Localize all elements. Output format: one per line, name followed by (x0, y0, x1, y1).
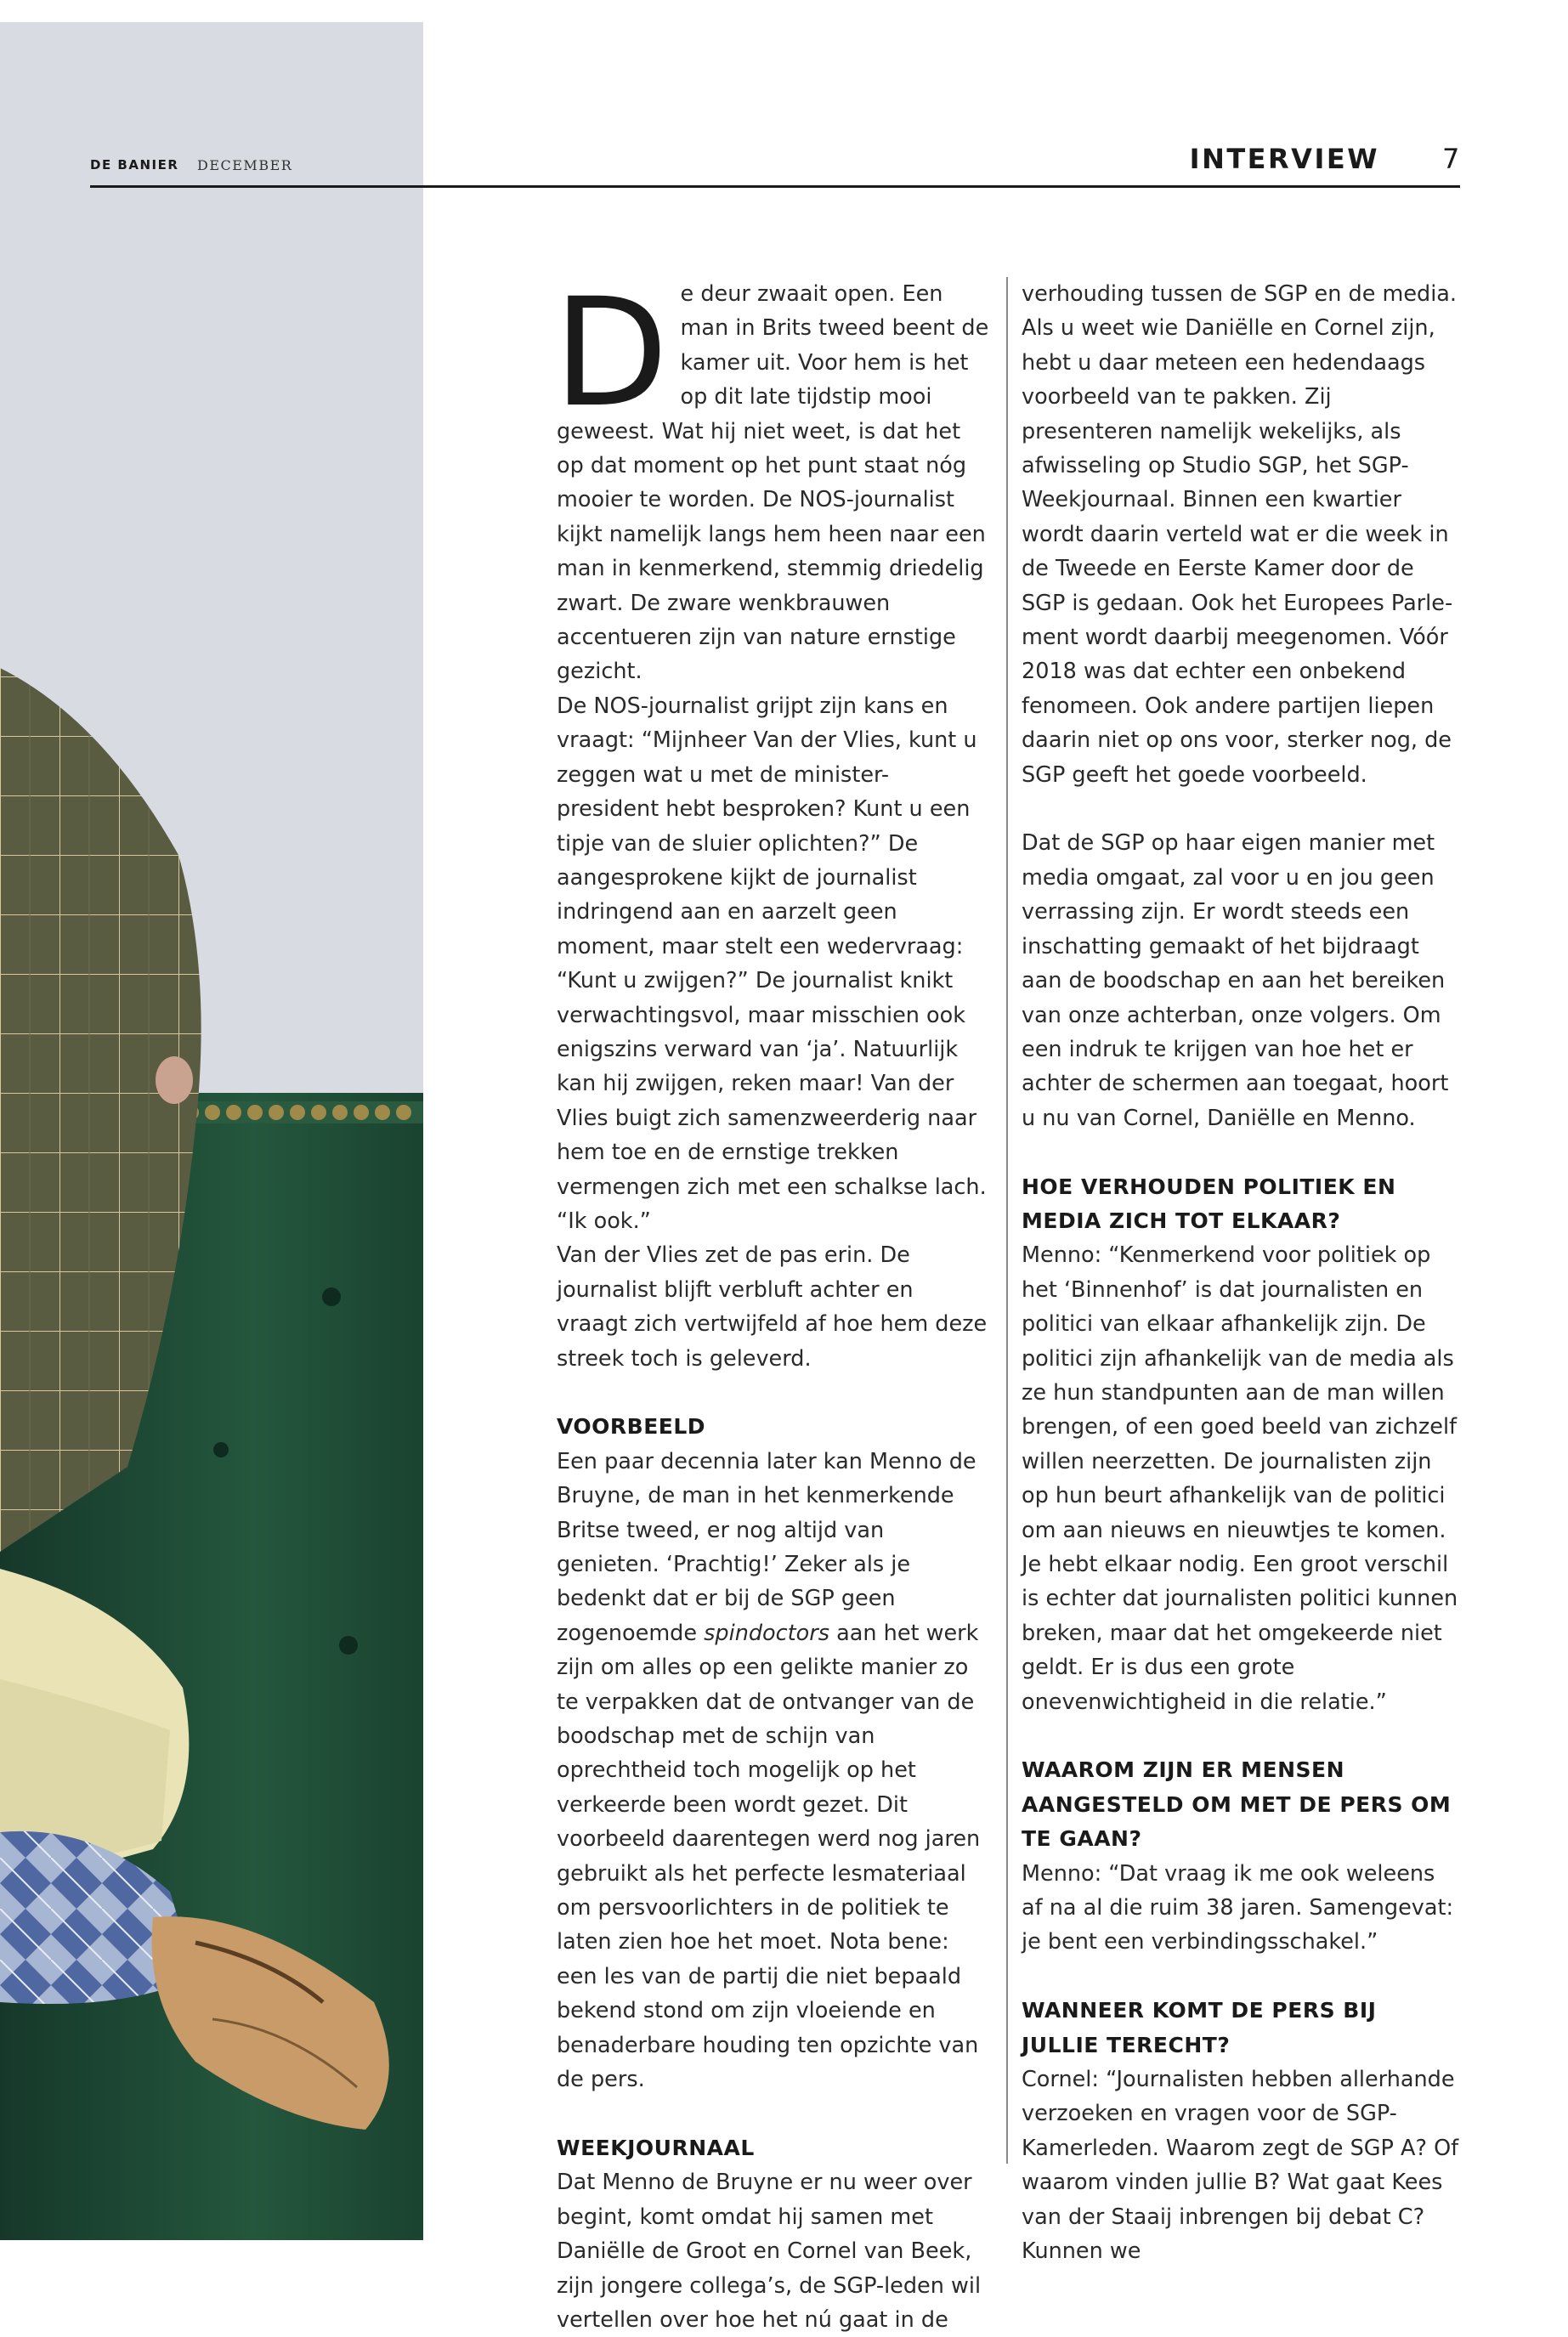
paragraph-gap (557, 2097, 990, 2131)
intro-text: e deur zwaait open. Een man in Brits tweed beent de kamer uit. Voor hem is het op dit late tijdstip mooi geweest. Wat hij niet weet, is dat het op dat moment op het punt staat nóg mooier te worden. De NOS-journalist kijkt namelijk langs hem heen naar een man in kenmerkend, stemmig driedelig zwart. De zware wenkbrauwen accentueren zijn van nature ernstige gezicht. (557, 281, 989, 685)
header-rule (90, 185, 1460, 188)
article-column-2 (1022, 277, 1460, 2269)
subheading-weekjournaal: WEEKJOURNAAL (557, 2135, 755, 2160)
paragraph: Van der Vlies zet de pas erin. De journalist blijft verbluft achter en vraagt zich vertwijfeld af hoe hem deze streek toch is geleverd. (557, 1242, 988, 1372)
question-heading: WAAROM ZIJN ER MENSEN AANGESTELD OM MET DE PERS OM TE GAAN? (1022, 1757, 1452, 1852)
issue-month: DECEMBER (197, 157, 293, 173)
paragraph: Dat Menno de Bruyne er nu weer over begint, komt omdat hij samen met Daniëlle de Groot en Cornel van Beek, zijn jongere collega’s, de SGP-leden wil vertellen over hoe het nú gaat in de (557, 2170, 982, 2333)
question-heading: WANNEER KOMT DE PERS BIJ JULLIE TERECHT? (1022, 1998, 1377, 2057)
paragraph-gap (1022, 1135, 1460, 1169)
magazine-name: DE BANIER (90, 157, 179, 173)
paragraph-gap (1022, 1719, 1460, 1753)
section-title: INTERVIEW (1189, 143, 1379, 175)
paragraph-gap (1022, 792, 1460, 826)
answer-paragraph: Menno: “Kenmerkend voor politiek op het ‘Binnenhof’ is dat journalisten en politici van elkaar afhankelijk zijn. De politici zijn afhankelijk van de media als ze hun standpunten aan de man willen brengen, of een goed beeld van zichzelf willen neerzetten. De journalisten zijn op hun beurt afhankelijk van de politici om aan nieuws en nieuwtjes te komen. Je hebt elkaar nodig. Een groot verschil is echter dat journalisten politici kunnen breken, maar dat het omgekeerde niet geldt. Er is dus een grote onevenwichtigheid in die relatie.” (1022, 1242, 1458, 1715)
paragraph-gap (1022, 1960, 1460, 1994)
paragraph-text: aan het werk zijn om alles op een gelikte manier zo te verpakken dat de ontvanger van de boodschap met de schijn van oprechtheid toch mogelijk op het verkeerde been wordt gezet. Dit voorbeeld daarentegen werd nog jaren gebruikt als het perfecte lesmateriaal om persvoorlichters in de politiek te laten zien hoe het moet. Nota bene: een les van de partij die niet bepaald bekend stond om zijn vloeiende en benaderbare houding ten opzichte van de pers. (557, 1620, 981, 2093)
paragraph: De NOS-journalist grijpt zijn kans en vraagt: “Mijnheer Van der Vlies, kunt u zeggen wat u met de minister-president hebt besproken? Kunt u een tipje van de sluier oplichten?” De aangesprokene kijkt de journalist indringend aan en aarzelt geen moment, maar stelt een wedervraag: “Kunt u zwijgen?” De journalist knikt verwachtingsvol, maar misschien ook enigszins verward van ‘ja’. Natuurlijk kan hij zwijgen, reken maar! Van der Vlies buigt zich samenzweerderig naar hem toe en de ernstige trekken vermengen zich met een schalkse lach. “Ik ook.” (557, 693, 987, 1234)
page-number: 7 (1442, 143, 1460, 175)
answer-paragraph: Menno: “Dat vraag ik me ook weleens af na al die ruim 38 jaren. Samengevat: je bent een verbindingsschakel.” (1022, 1860, 1454, 1955)
subheading-voorbeeld: VOORBEELD (557, 1414, 706, 1440)
answer-paragraph: Cornel: “Journalisten hebben allerhande verzoeken en vragen voor de SGP-Kamerleden. Waarom zegt de SGP A? Of waarom vinden jullie B? Wat gaat Kees van der Staaij inbrengen bij debat C? Kunnen we (1022, 2067, 1459, 2265)
paragraph (557, 1445, 990, 2097)
paragraph-gap (557, 1376, 990, 1410)
article-photo (0, 22, 423, 2240)
question-heading: HOE VERHOUDEN POLITIEK EN MEDIA ZICH TOT ELKAAR? (1022, 1174, 1396, 1233)
photo-illustration (0, 22, 423, 2240)
paragraph-text: Een paar decennia later kan Menno de Bruyne, de man in het kenmerkende Britse tweed, er nog altijd van genieten. ‘Prachtig!’ Zeker als je bedenkt dat er bij de SGP geen zogenoemde (557, 1448, 976, 1646)
column-divider (1006, 277, 1008, 2164)
paragraph: verhouding tussen de SGP en de media. Als u weet wie Daniëlle en Cornel zijn, hebt u daar meteen een hedendaags voorbeeld van te pakken. Zij presenteren namelijk wekelijks, als afwisseling op Studio SGP, het SGP-Weekjournaal. Binnen een kwartier wordt daarin verteld wat er die week in de Tweede en Eerste Kamer door de SGP is gedaan. Ook het Europees Parlement wordt daarbij meegenomen. Vóór 2018 was dat echter een onbekend fenomeen. Ook andere partijen liepen daarin niet op ons voor, sterker nog, de SGP geeft het goede voorbeeld. (1022, 281, 1458, 788)
paragraph: Dat de SGP op haar eigen manier met media omgaat, zal voor u en jou geen verrassing zijn. Er wordt steeds een inschatting gemaakt of het bijdraagt aan de boodschap en aan het bereiken van onze achterban, onze volgers. Om een indruk te krijgen van hoe het er achter de schermen aan toegaat, hoort u nu van Cornel, Daniëlle en Menno. (1022, 830, 1449, 1131)
intro-paragraph (553, 266, 990, 689)
drop-cap: D (553, 266, 669, 440)
italic-term: spindoctors (704, 1620, 830, 1646)
article-column-1 (553, 266, 990, 2337)
